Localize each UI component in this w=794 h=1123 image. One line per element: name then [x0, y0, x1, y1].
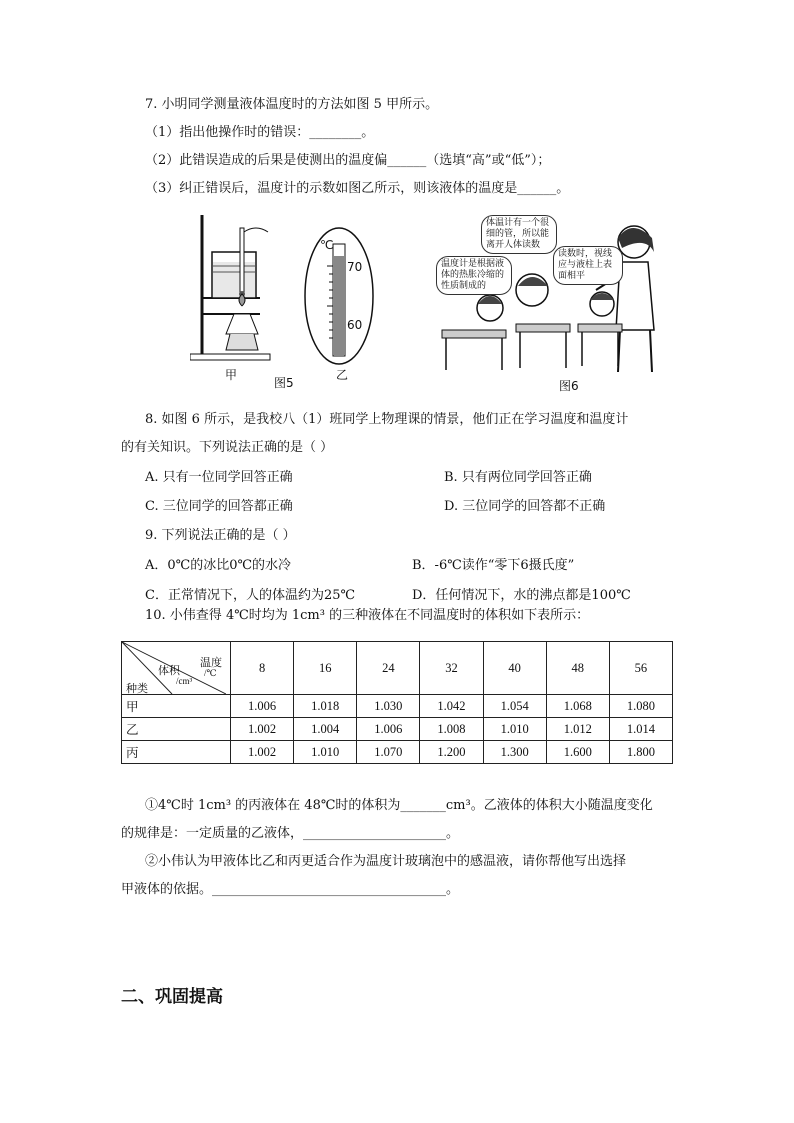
q8-stem-line1: 8. 如图 6 所示，是我校八（1）班同学上物理课的情景，他们正在学习温度和温度计 [145, 412, 629, 427]
figure6-bubble-reading-method: 读数时，视线应与液柱上表面相平 [553, 246, 623, 285]
col-header-16: 16 [294, 642, 357, 695]
table-cell: 1.042 [420, 695, 483, 718]
figure5-label-yi: 乙 [336, 368, 349, 382]
col-header-8: 8 [231, 642, 294, 695]
col-header-56: 56 [609, 642, 672, 695]
q7-stem: 7. 小明同学测量液体温度时的方法如图 5 甲所示。 [145, 97, 439, 112]
table-cell: 1.080 [609, 695, 672, 718]
table-cell: 1.006 [357, 718, 420, 741]
table-row [122, 695, 673, 718]
row-label-yi: 乙 [122, 718, 231, 741]
section-heading: 二、巩固提高 [121, 987, 223, 1007]
q10-volume-table [121, 641, 673, 764]
q8-option-d: D. 三位同学的回答都不正确 [444, 499, 606, 514]
row-label-jia: 甲 [122, 695, 231, 718]
q9-option-a: A．0℃的冰比0℃的水冷 [145, 558, 292, 573]
q10-sub2-line2: 甲液体的依据。____________________________________。 [121, 882, 460, 897]
q8-option-b: B. 只有两位同学回答正确 [444, 470, 592, 485]
figure5-tick-70: 70 [347, 260, 363, 274]
mercury-column [334, 256, 344, 355]
q10-sub1-line1: ①4℃时 1cm³ 的丙液体在 48℃时的体积为_______cm³。乙液体的体积大小随温度变化 [145, 798, 653, 813]
q7-part1: （1）指出他操作时的错误：________。 [145, 125, 375, 140]
q9-option-b: B．-6℃读作“零下6摄氏度” [412, 558, 575, 573]
table-corner-header [122, 642, 231, 695]
table-row [122, 718, 673, 741]
table-cell: 1.054 [483, 695, 546, 718]
figure5-unit-label: ℃ [320, 238, 334, 252]
q10-stem: 10. 小伟查得 4℃时均为 1cm³ 的三种液体在不同温度时的体积如下表所示： [145, 608, 590, 623]
col-header-32: 32 [420, 642, 483, 695]
table-cell: 1.070 [357, 741, 420, 764]
q8-option-c: C. 三位同学的回答都正确 [145, 499, 293, 514]
table-cell: 1.010 [483, 718, 546, 741]
figure5-jia-apparatus [190, 210, 280, 370]
figure5-tick-60: 60 [347, 318, 363, 332]
q7-part3: （3）纠正错误后，温度计的示数如图乙所示，则该液体的温度是______。 [145, 181, 570, 196]
col-header-24: 24 [357, 642, 420, 695]
table-cell: 1.800 [609, 741, 672, 764]
figure5-caption: 图5 [274, 376, 294, 390]
table-cell: 1.600 [546, 741, 609, 764]
table-cell: 1.002 [231, 741, 294, 764]
col-header-48: 48 [546, 642, 609, 695]
corner-volume-label: 体积 [158, 665, 180, 677]
table-cell: 1.006 [231, 695, 294, 718]
table-cell: 1.068 [546, 695, 609, 718]
table-cell: 1.012 [546, 718, 609, 741]
table-cell: 1.030 [357, 695, 420, 718]
col-header-40: 40 [483, 642, 546, 695]
table-cell: 1.008 [420, 718, 483, 741]
figure6-caption: 图6 [559, 379, 579, 393]
table-cell: 1.002 [231, 718, 294, 741]
q7-part2: （2）此错误造成的后果是使测出的温度偏______（选填“高”或“低”）； [145, 153, 551, 168]
table-cell: 1.014 [609, 718, 672, 741]
q8-stem-line2: 的有关知识。下列说法正确的是（ ） [121, 440, 334, 455]
corner-temp-unit: /℃ [204, 668, 217, 678]
figure5-label-jia: 甲 [225, 368, 238, 382]
row-label-bing: 丙 [122, 741, 231, 764]
q10-sub1-line2: 的规律是：一定质量的乙液体，______________________。 [121, 826, 460, 841]
table-cell: 1.010 [294, 741, 357, 764]
table-cell: 1.004 [294, 718, 357, 741]
q9-option-d: D．任何情况下，水的沸点都是100℃ [412, 588, 631, 603]
figure6-bubble-thermometer-principle: 温度计是根据液体的热胀冷缩的性质制成的 [436, 256, 512, 295]
corner-temp-label: 温度 [200, 657, 222, 669]
figure6-bubble-clinical-thermometer: 体温计有一个很细的管，所以能离开人体读数 [481, 215, 557, 254]
q9-stem: 9. 下列说法正确的是（ ） [145, 528, 296, 543]
table-header-row [122, 642, 673, 695]
q10-sub2-line1: ②小伟认为甲液体比乙和丙更适合作为温度计玻璃泡中的感温液，请你帮他写出选择 [145, 854, 627, 869]
table-cell: 1.300 [483, 741, 546, 764]
corner-volume-unit: /cm³ [176, 676, 193, 686]
table-row [122, 741, 673, 764]
q8-option-a: A. 只有一位同学回答正确 [145, 470, 293, 485]
table-cell: 1.018 [294, 695, 357, 718]
q9-option-c: C．正常情况下，人的体温约为25℃ [145, 588, 356, 603]
figure5-yi-thermometer [303, 226, 375, 366]
table-cell: 1.200 [420, 741, 483, 764]
corner-kind-label: 种类 [126, 683, 148, 695]
